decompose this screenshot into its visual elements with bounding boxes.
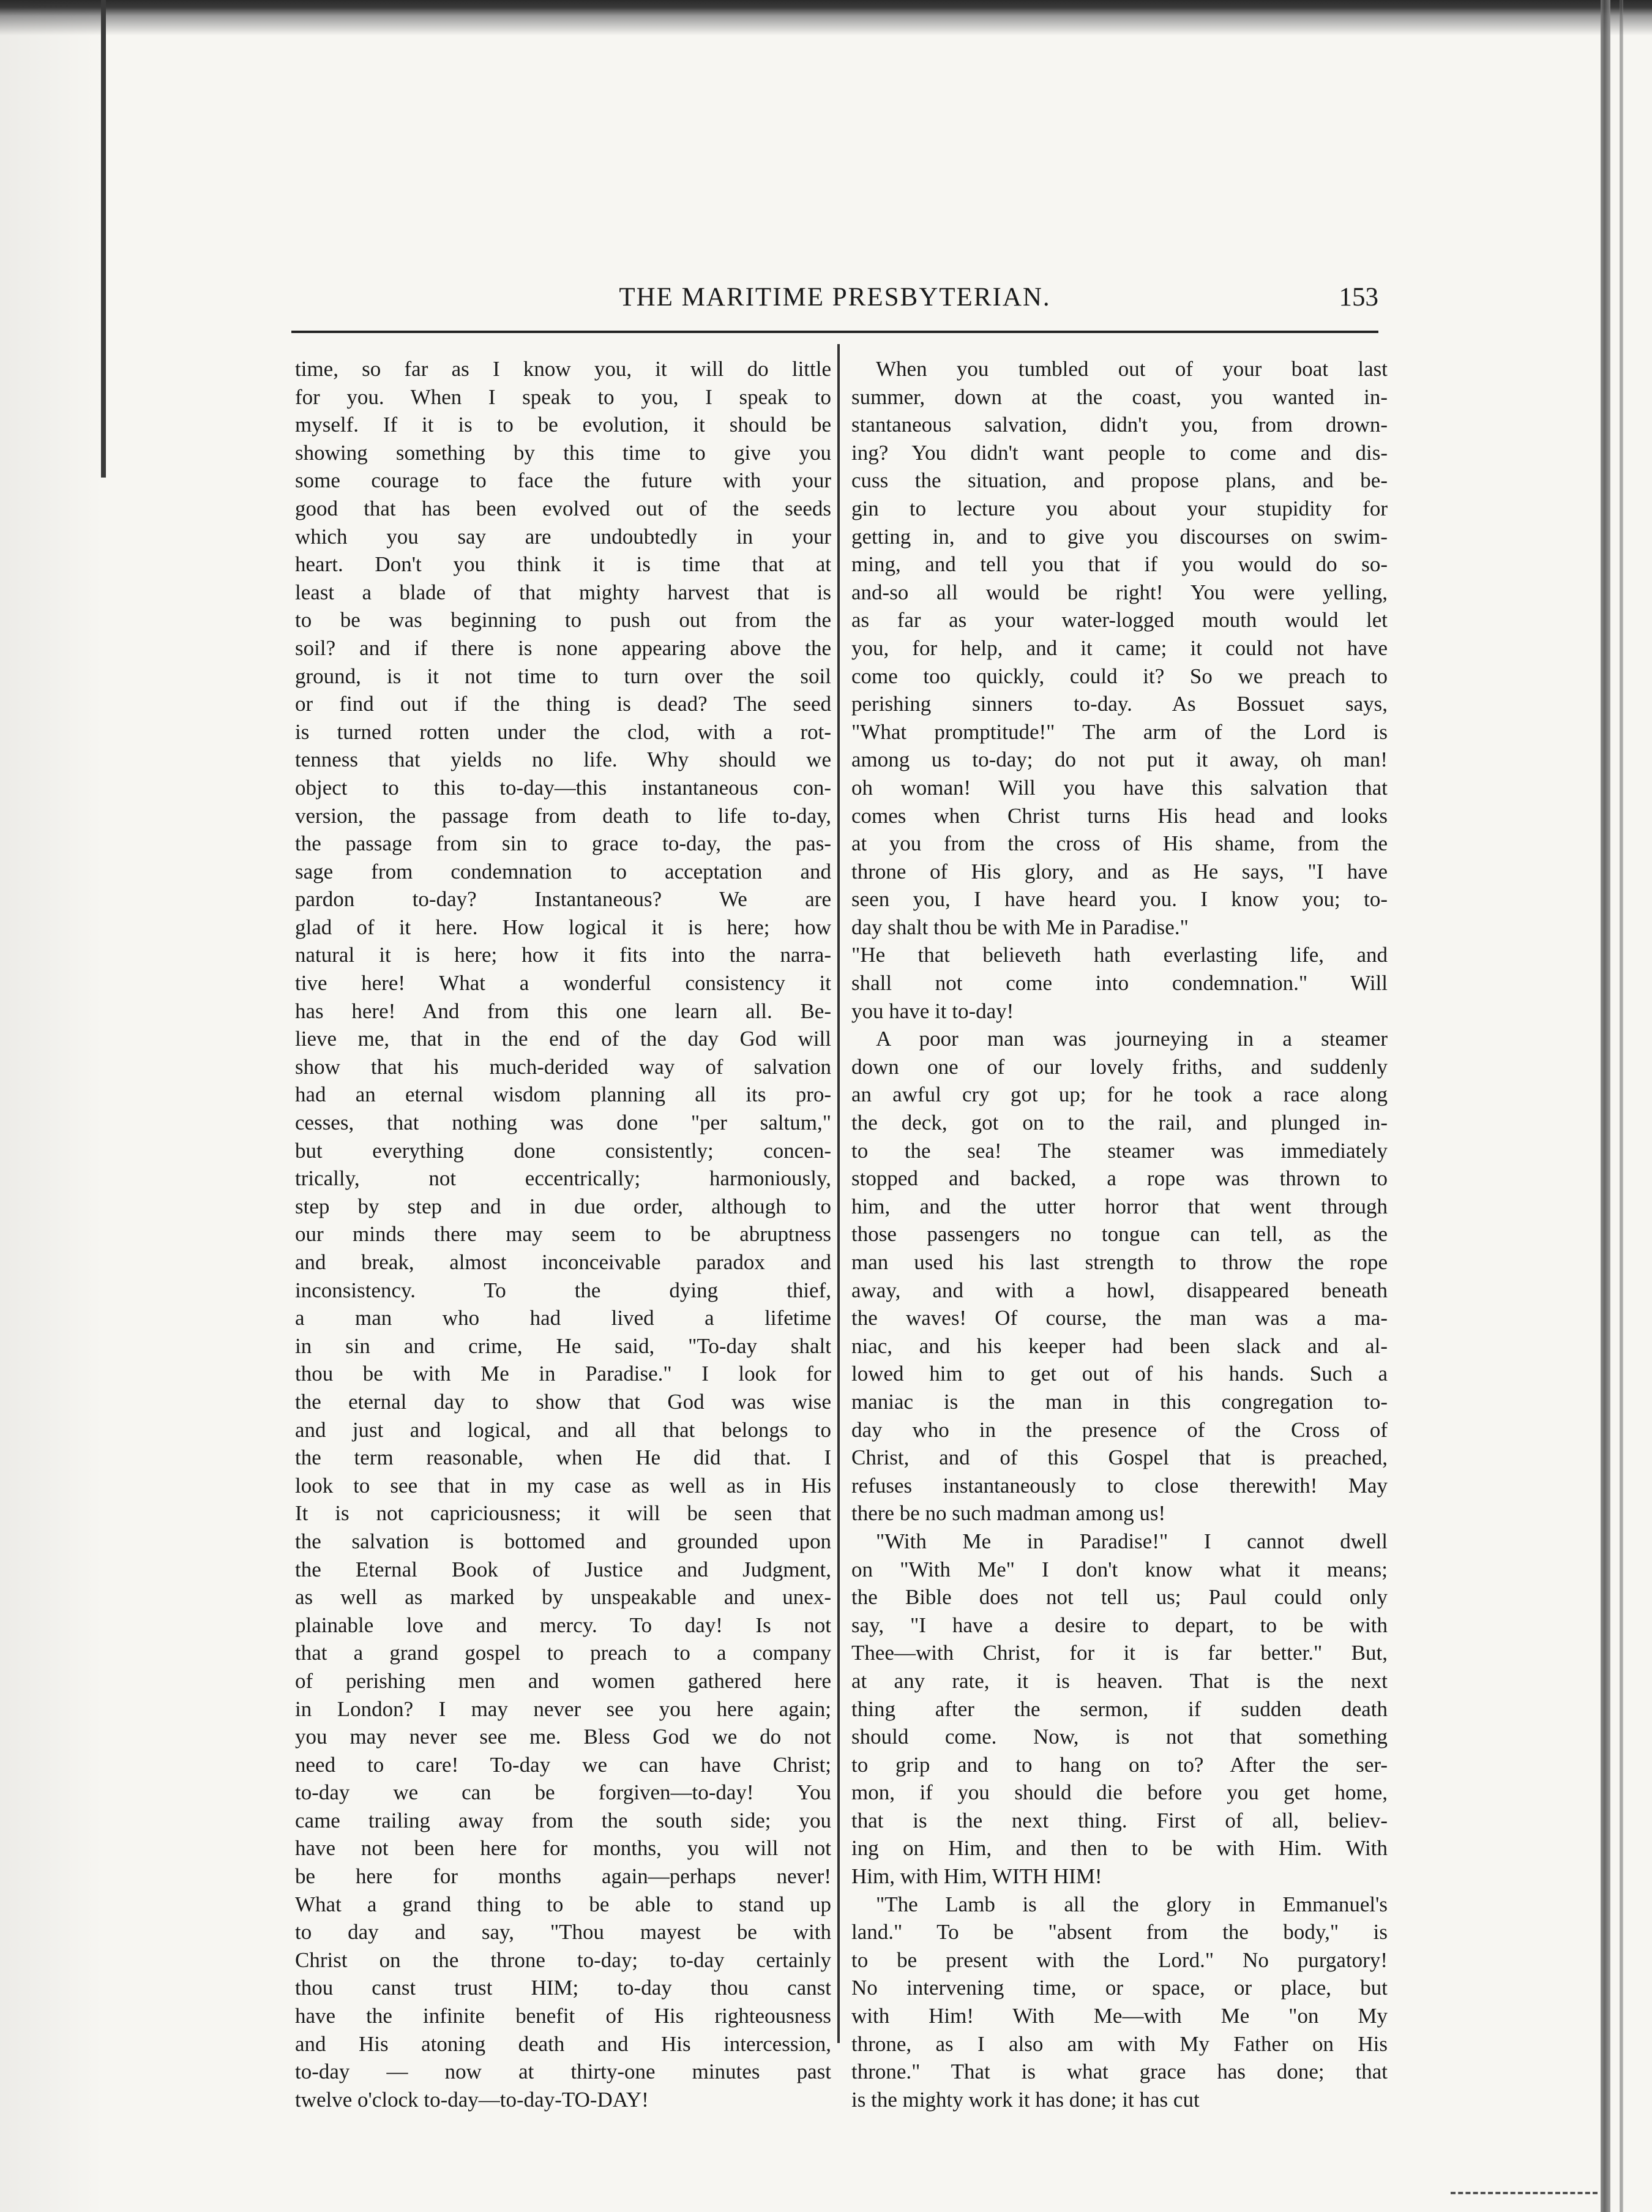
text-line: tive here! What a wonderful consistency it [295, 971, 831, 995]
text-line: stantaneous salvation, didn't you, from drown- [851, 413, 1388, 437]
text-line: is turned rotten under the clod, with a rot- [295, 719, 831, 744]
text-line: which you say are undoubtedly in your [295, 524, 831, 549]
text-line: ing on Him, and then to be with Him. With [851, 1836, 1388, 1861]
text-line: Thee—with Christ, for it is far better." But, [851, 1641, 1388, 1665]
text-line: step by step and in due order, although to [295, 1194, 831, 1218]
text-line: away, and with a howl, disappeared beneath [851, 1278, 1388, 1302]
text-line: showing something by this time to give you [295, 440, 831, 465]
text-line: ing? You didn't want people to come and dis- [851, 440, 1388, 465]
text-line: pardon to-day? Instantaneous? We are [295, 887, 831, 912]
text-line: man used his last strength to throw the rope [851, 1250, 1388, 1274]
text-line: seen you, I have heard you. I know you; to- [851, 887, 1388, 912]
text-line: as far as your water-logged mouth would let [851, 608, 1388, 632]
text-line: with Him! With Me—with Me "on My [851, 2004, 1388, 2028]
header-rule [291, 331, 1378, 333]
scan-right-edge-line [1601, 0, 1610, 2212]
text-line: you may never see me. Bless God we do not [295, 1725, 831, 1749]
text-line: getting in, and to give you discourses on swim- [851, 524, 1388, 549]
text-line: cesses, that nothing was done "per saltum," [295, 1111, 831, 1135]
text-line: tenness that yields no life. Why should we [295, 748, 831, 772]
text-line: came trailing away from the south side; you [295, 1808, 831, 1832]
column-rule [837, 344, 840, 2043]
text-line: sage from condemnation to acceptation and [295, 859, 831, 883]
text-line: him, and the utter horror that went through [851, 1194, 1388, 1218]
text-line: of perishing men and women gathered here [295, 1668, 831, 1693]
text-line: When you tumbled out of your boat last [876, 357, 1388, 381]
text-line: our minds there may seem to be abruptness [295, 1222, 831, 1247]
text-line: have the infinite benefit of His righteousness [295, 2004, 831, 2028]
text-line: "What promptitude!" The arm of the Lord is [851, 719, 1388, 744]
text-line: and His atoning death and His intercession, [295, 2031, 831, 2056]
text-line: "He that believeth hath everlasting life, and [851, 943, 1388, 967]
text-line: should come. Now, is not that something [851, 1725, 1388, 1749]
text-line: the deck, got on to the rail, and plunged in- [851, 1111, 1388, 1135]
text-line: to day and say, "Thou mayest be with [295, 1920, 831, 1944]
text-line: day who in the presence of the Cross of [851, 1417, 1388, 1442]
text-line: Him, with Him, WITH HIM! [851, 1864, 1102, 1889]
text-line: to grip and to hang on to? After the ser- [851, 1752, 1388, 1777]
text-line: has here! And from this one learn all. Be- [295, 999, 831, 1023]
text-line: at you from the cross of His shame, from the [851, 831, 1388, 856]
text-line: say, "I have a desire to depart, to be with [851, 1613, 1388, 1637]
text-line: myself. If it is to be evolution, it should be [295, 413, 831, 437]
text-line: throne, as I also am with My Father on His [851, 2031, 1388, 2056]
text-line: or find out if the thing is dead? The seed [295, 692, 831, 716]
text-line: summer, down at the coast, you wanted in- [851, 384, 1388, 409]
text-line: to be present with the Lord." No purgatory! [851, 1948, 1388, 1972]
text-line: thing after the sermon, if sudden death [851, 1696, 1388, 1721]
text-line: land." To be "absent from the body," is [851, 1920, 1388, 1944]
scan-left-shadow [0, 0, 104, 2212]
text-line: to-day we can be forgiven—to-day! You [295, 1780, 831, 1805]
running-head [291, 279, 1378, 317]
text-line: that a grand gospel to preach to a company [295, 1641, 831, 1665]
text-line: the waves! Of course, the man was a ma- [851, 1306, 1388, 1330]
right-column [851, 355, 1388, 2113]
text-line: soil? and if there is none appearing above the [295, 635, 831, 660]
scan-left-binding-line [101, 0, 106, 478]
text-line: least a blade of that mighty harvest that is [295, 580, 831, 604]
text-line: Christ, and of this Gospel that is preached, [851, 1445, 1388, 1470]
text-line: time, so far as I know you, it will do little [295, 357, 831, 381]
text-line: "With Me in Paradise!" I cannot dwell [876, 1529, 1388, 1553]
text-line: need to care! To-day we can have Christ; [295, 1752, 831, 1777]
text-line: in sin and crime, He said, "To-day shalt [295, 1333, 831, 1358]
left-column [295, 355, 831, 2113]
text-line: to-day — now at thirty-one minutes past [295, 2060, 831, 2084]
text-line: glad of it here. How logical it is here; how [295, 915, 831, 939]
scan-bottom-mark [1451, 2192, 1598, 2197]
text-line: look to see that in my case as well as in His [295, 1473, 831, 1498]
page-title: THE MARITIME PRESBYTERIAN. [619, 283, 1051, 312]
text-line: perishing sinners to-day. As Bossuet says, [851, 692, 1388, 716]
text-line: throne of His glory, and as He says, "I have [851, 859, 1388, 883]
text-line: heart. Don't you think it is time that at [295, 552, 831, 577]
text-line: niac, and his keeper had been slack and al- [851, 1333, 1388, 1358]
text-line: and-so all would be right! You were yelling, [851, 580, 1388, 604]
text-line: that is the next thing. First of all, believ- [851, 1808, 1388, 1832]
text-line: refuses instantaneously to close therewith! May [851, 1473, 1388, 1498]
text-line: version, the passage from death to life to-day, [295, 803, 831, 828]
text-line: inconsistency. To the dying thief, [295, 1278, 831, 1302]
text-line: the passage from sin to grace to-day, the pas- [295, 831, 831, 856]
text-line: for you. When I speak to you, I speak to [295, 384, 831, 409]
text-line: plainable love and mercy. To day! Is not [295, 1613, 831, 1637]
text-line: It is not capriciousness; it will be seen that [295, 1501, 831, 1526]
text-line: object to this to-day—this instantaneous con- [295, 775, 831, 800]
text-line: stopped and backed, a rope was thrown to [851, 1166, 1388, 1191]
text-line: you, for help, and it came; it could not have [851, 635, 1388, 660]
text-line: day shalt thou be with Me in Paradise." [851, 915, 1189, 939]
text-line: some courage to face the future with your [295, 468, 831, 493]
text-line: and break, almost inconceivable paradox and [295, 1250, 831, 1274]
text-line: twelve o'clock to-day—to-day-TO-DAY! [295, 2087, 649, 2112]
text-line: throne." That is what grace has done; that [851, 2060, 1388, 2084]
text-line: is the mighty work it has done; it has cut [851, 2087, 1200, 2112]
text-line: comes when Christ turns His head and looks [851, 803, 1388, 828]
text-line: to be was beginning to push out from the [295, 608, 831, 632]
text-line: have not been here for months, you will not [295, 1836, 831, 1861]
text-line: and just and logical, and all that belongs to [295, 1417, 831, 1442]
text-line: shall not come into condemnation." Will [851, 971, 1388, 995]
text-line: lieve me, that in the end of the day God will [295, 1027, 831, 1051]
text-line: thou canst trust HIM; to-day thou canst [295, 1976, 831, 2000]
text-line: the term reasonable, when He did that. I [295, 1445, 831, 1470]
text-line: there be no such madman among us! [851, 1501, 1166, 1526]
text-line: show that his much-derided way of salvation [295, 1054, 831, 1079]
text-line: on "With Me" I don't know what it means; [851, 1557, 1388, 1581]
text-line: be here for months again—perhaps never! [295, 1864, 831, 1889]
text-line: among us to-day; do not put it away, oh man! [851, 748, 1388, 772]
text-line: "The Lamb is all the glory in Emmanuel's [876, 1892, 1388, 1916]
text-line: trically, not eccentrically; harmoniously, [295, 1166, 831, 1191]
text-line: lowed him to get out of his hands. Such a [851, 1362, 1388, 1386]
text-line: ground, is it not time to turn over the soil [295, 664, 831, 688]
text-line: Christ on the throne to-day; to-day certainly [295, 1948, 831, 1972]
text-line: natural it is here; how it fits into the narra- [295, 943, 831, 967]
scan-top-edge [0, 0, 1652, 43]
text-line: down one of our lovely friths, and suddenly [851, 1054, 1388, 1079]
text-line: a man who had lived a lifetime [295, 1306, 831, 1330]
text-line: you have it to-day! [851, 999, 1014, 1023]
text-line: mon, if you should die before you get home, [851, 1780, 1388, 1805]
text-line: ming, and tell you that if you would do so- [851, 552, 1388, 577]
text-line: the Bible does not tell us; Paul could only [851, 1585, 1388, 1610]
page-number: 153 [1339, 283, 1378, 312]
text-line: the Eternal Book of Justice and Judgment, [295, 1557, 831, 1581]
text-line: good that has been evolved out of the seeds [295, 496, 831, 520]
text-line: the eternal day to show that God was wise [295, 1389, 831, 1414]
text-line: as well as marked by unspeakable and unex- [295, 1585, 831, 1610]
text-line: had an eternal wisdom planning all its pro- [295, 1082, 831, 1107]
text-line: at any rate, it is heaven. That is the next [851, 1668, 1388, 1693]
text-line: in London? I may never see you here again; [295, 1696, 831, 1721]
text-line: to the sea! The steamer was immediately [851, 1138, 1388, 1163]
text-line: an awful cry got up; for he took a race along [851, 1082, 1388, 1107]
text-line: oh woman! Will you have this salvation that [851, 775, 1388, 800]
text-line: thou be with Me in Paradise." I look for [295, 1362, 831, 1386]
text-line: those passengers no tongue can tell, as the [851, 1222, 1388, 1247]
text-line: cuss the situation, and propose plans, and be- [851, 468, 1388, 493]
scan-right-edge-line-thin [1620, 0, 1623, 2212]
text-line: No intervening time, or space, or place, but [851, 1976, 1388, 2000]
text-line: gin to lecture you about your stupidity for [851, 496, 1388, 520]
text-line: come too quickly, could it? So we preach to [851, 664, 1388, 688]
text-line: What a grand thing to be able to stand up [295, 1892, 831, 1916]
text-line: A poor man was journeying in a steamer [876, 1027, 1388, 1051]
text-line: but everything done consistently; concen- [295, 1138, 831, 1163]
text-line: the salvation is bottomed and grounded upon [295, 1529, 831, 1553]
text-line: maniac is the man in this congregation to- [851, 1389, 1388, 1414]
